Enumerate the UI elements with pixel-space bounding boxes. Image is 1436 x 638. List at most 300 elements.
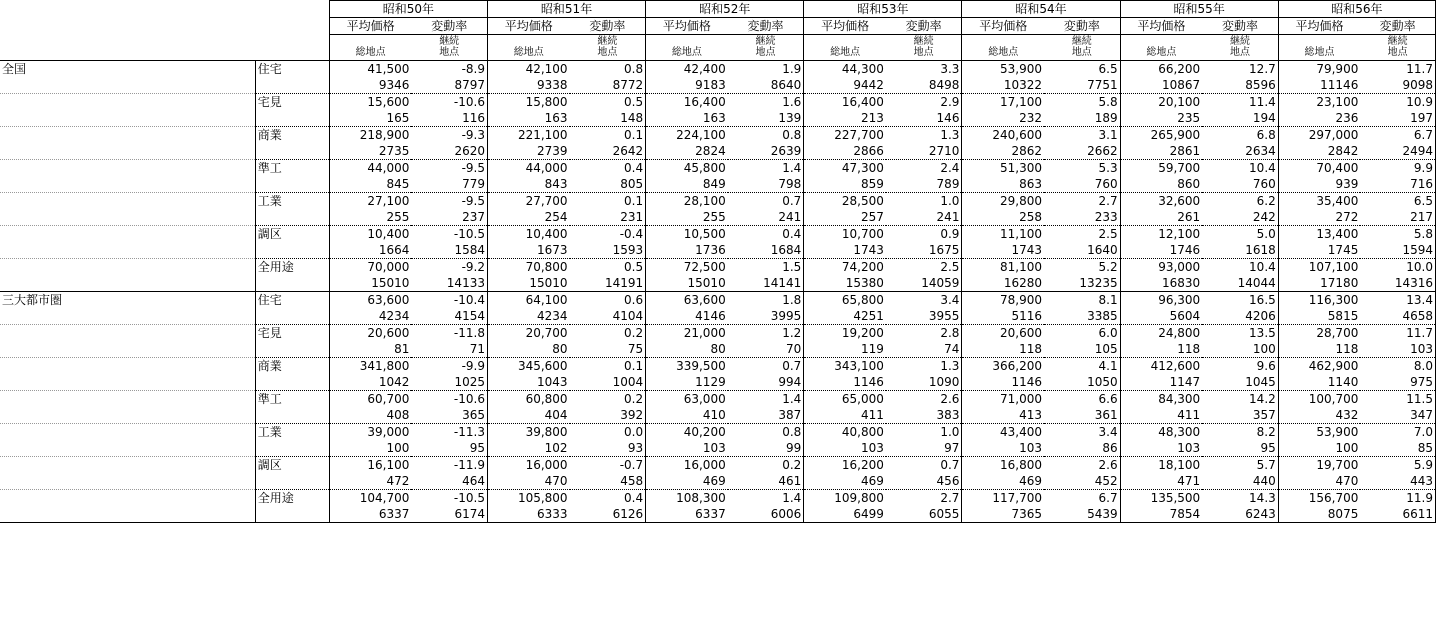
avg-price-cell: 116,300 [1308,293,1359,307]
avg-price-header: 平均価格 [646,18,728,35]
total-points-cell: 7854 [1120,506,1202,523]
total-points-cell: 2866 [804,143,886,160]
category-label: 準工 [255,391,329,408]
avg-price-header: 平均価格 [1278,18,1360,35]
region-label: 三大都市圏 [2,293,63,307]
continued-points-cell: 233 [1044,209,1120,226]
total-points-cell: 102 [487,440,569,457]
avg-price-cell: 462,900 [1308,359,1359,373]
change-rate-cell: 2.5 [1044,226,1120,243]
avg-price-cell: 23,100 [1316,95,1359,109]
category-label: 工業 [255,424,329,441]
avg-price-cell: 15,600 [367,95,410,109]
avg-price-cell: 108,300 [676,491,726,505]
continued-points-cell: 8498 [886,77,962,94]
region-blank [0,374,255,391]
category-blank [255,275,329,292]
region-label [0,160,255,177]
change-rate-cell: 0.7 [728,358,804,375]
continued-points-cell: 2662 [1044,143,1120,160]
change-rate-cell: 5.8 [1360,226,1435,243]
avg-price-cell: 39,800 [525,425,568,439]
avg-price-cell: 366,200 [992,359,1043,373]
region-label [0,127,255,144]
change-rate-cell: 0.0 [570,424,646,441]
avg-price-cell: 59,700 [1158,161,1201,175]
category-blank [255,407,329,424]
change-rate-cell: 5.8 [1044,94,1120,111]
total-points-cell: 1664 [329,242,411,259]
change-rate-header: 変動率 [728,18,804,35]
continued-points-cell: 9098 [1360,77,1435,94]
avg-price-cell: 100,700 [1308,392,1359,406]
total-points-cell: 1673 [487,242,569,259]
data-row-price [0,424,1436,441]
change-rate-cell: -10.5 [411,226,487,243]
change-rate-cell: 5.9 [1360,457,1435,474]
region-blank [0,473,255,490]
continued-points-cell: 242 [1202,209,1278,226]
continued-points-cell: 4658 [1360,308,1435,325]
continued-points-cell: 1684 [728,242,804,259]
avg-price-cell: 66,200 [1158,62,1201,76]
total-points-cell: 1042 [329,374,411,391]
total-points-cell: 1140 [1278,374,1360,391]
data-row-points [0,341,1436,358]
change-rate-cell: -9.5 [411,160,487,177]
avg-price-cell: 345,600 [517,359,568,373]
continued-points-cell: 2620 [411,143,487,160]
change-rate-header: 変動率 [411,18,487,35]
avg-price-cell: 32,600 [1158,194,1201,208]
continued-points-cell: 100 [1202,341,1278,358]
change-rate-cell: 2.7 [1044,193,1120,210]
change-rate-cell: 6.7 [1360,127,1435,144]
change-rate-cell: 2.6 [1044,457,1120,474]
change-rate-cell: 0.6 [570,292,646,309]
continued-points-header: 継続 地点 [886,35,962,61]
continued-points-cell: 217 [1360,209,1435,226]
total-points-cell: 163 [487,110,569,127]
continued-points-cell: 3385 [1044,308,1120,325]
continued-points-cell: 1593 [570,242,646,259]
change-rate-cell: -11.9 [411,457,487,474]
total-points-cell: 4234 [329,308,411,325]
total-points-cell: 163 [646,110,728,127]
year-header: 昭和56年 [1278,1,1435,18]
change-rate-cell: 3.3 [886,61,962,78]
data-row-points [0,110,1436,127]
change-rate-header: 変動率 [1044,18,1120,35]
continued-points-cell: 103 [1360,341,1435,358]
total-points-cell: 2824 [646,143,728,160]
total-points-cell: 472 [329,473,411,490]
change-rate-cell: 0.7 [886,457,962,474]
change-rate-cell: 2.9 [886,94,962,111]
total-points-cell: 469 [804,473,886,490]
data-row-price [0,94,1436,111]
total-points-cell: 17180 [1278,275,1360,292]
avg-price-cell: 70,800 [525,260,568,274]
change-rate-cell: 6.0 [1044,325,1120,342]
continued-points-cell: 1045 [1202,374,1278,391]
total-points-header: 総地点 [487,35,569,61]
change-rate-cell: 9.9 [1360,160,1435,177]
total-points-cell: 1129 [646,374,728,391]
avg-price-cell: 20,600 [1000,326,1043,340]
continued-points-cell: 85 [1360,440,1435,457]
change-rate-cell: 12.7 [1202,61,1278,78]
continued-points-cell: 798 [728,176,804,193]
total-points-cell: 103 [646,440,728,457]
continued-points-cell: 461 [728,473,804,490]
total-points-cell: 470 [487,473,569,490]
change-rate-cell: 6.8 [1202,127,1278,144]
continued-points-cell: 93 [570,440,646,457]
continued-points-cell: 1004 [570,374,646,391]
change-rate-cell: 6.2 [1202,193,1278,210]
region-label [0,259,255,276]
total-points-cell: 103 [804,440,886,457]
avg-price-cell: 297,000 [1308,128,1359,142]
avg-price-cell: 341,800 [359,359,410,373]
data-row-price [0,259,1436,276]
avg-price-cell: 44,000 [367,161,410,175]
avg-price-cell: 53,900 [1000,62,1043,76]
continued-points-cell: 975 [1360,374,1435,391]
total-points-cell: 469 [646,473,728,490]
total-points-cell: 81 [329,341,411,358]
continued-points-cell: 13235 [1044,275,1120,292]
change-rate-cell: 8.2 [1202,424,1278,441]
region-label [0,358,255,375]
continued-points-cell: 387 [728,407,804,424]
continued-points-cell: 95 [411,440,487,457]
continued-points-cell: 7751 [1044,77,1120,94]
avg-price-cell: 240,600 [992,128,1043,142]
total-points-cell: 859 [804,176,886,193]
total-points-cell: 845 [329,176,411,193]
continued-points-cell: 194 [1202,110,1278,127]
change-rate-cell: 3.4 [1044,424,1120,441]
change-rate-cell: 3.1 [1044,127,1120,144]
continued-points-cell: 14133 [411,275,487,292]
total-points-cell: 404 [487,407,569,424]
change-rate-cell: 1.5 [728,259,804,276]
change-rate-cell: 0.8 [570,61,646,78]
total-points-cell: 5604 [1120,308,1202,325]
total-points-cell: 118 [1278,341,1360,358]
category-blank [255,176,329,193]
data-row-points [0,143,1436,160]
change-rate-cell: 3.4 [886,292,962,309]
avg-price-cell: 10,400 [525,227,568,241]
data-row-points [0,440,1436,457]
total-points-cell: 118 [962,341,1044,358]
total-points-cell: 235 [1120,110,1202,127]
total-points-cell: 103 [1120,440,1202,457]
header-blank [0,18,255,35]
category-blank [255,473,329,490]
category-label: 調区 [255,226,329,243]
total-points-cell: 410 [646,407,728,424]
region-blank [0,209,255,226]
data-row-points [0,77,1436,94]
data-row-points [0,308,1436,325]
continued-points-cell: 4154 [411,308,487,325]
continued-points-cell: 6055 [886,506,962,523]
category-label: 商業 [255,127,329,144]
avg-price-cell: 28,100 [683,194,726,208]
category-label: 住宅 [255,292,329,309]
change-rate-cell: 0.2 [570,391,646,408]
avg-price-cell: 224,100 [676,128,726,142]
continued-points-header: 継続 地点 [1360,35,1435,61]
total-points-cell: 6337 [646,506,728,523]
total-points-header: 総地点 [329,35,411,61]
region-blank [0,506,255,523]
continued-points-cell: 8640 [728,77,804,94]
avg-price-cell: 78,900 [1000,293,1043,307]
continued-points-cell: 361 [1044,407,1120,424]
change-rate-cell: 0.1 [570,193,646,210]
header-blank [0,1,255,18]
change-rate-cell: 0.4 [570,160,646,177]
avg-price-cell: 12,100 [1158,227,1201,241]
change-rate-cell: 2.4 [886,160,962,177]
avg-price-cell: 16,800 [1000,458,1043,472]
category-blank [255,209,329,226]
avg-price-cell: 265,900 [1150,128,1201,142]
avg-price-cell: 53,900 [1316,425,1359,439]
continued-points-cell: 2642 [570,143,646,160]
change-rate-cell: 5.7 [1202,457,1278,474]
continued-points-cell: 347 [1360,407,1435,424]
avg-price-cell: 65,000 [841,392,884,406]
avg-price-cell: 96,300 [1158,293,1201,307]
total-points-cell: 5815 [1278,308,1360,325]
avg-price-cell: 10,400 [367,227,410,241]
continued-points-cell: 443 [1360,473,1435,490]
continued-points-cell: 14316 [1360,275,1435,292]
continued-points-cell: 1025 [411,374,487,391]
total-points-cell: 9338 [487,77,569,94]
total-points-cell: 9183 [646,77,728,94]
change-rate-cell: 0.2 [728,457,804,474]
continued-points-cell: 14191 [570,275,646,292]
change-rate-cell: 1.4 [728,391,804,408]
region-label [0,325,255,342]
avg-price-cell: 44,300 [841,62,884,76]
header-column-row [0,18,1436,35]
category-label: 全用途 [255,259,329,276]
avg-price-cell: 72,500 [683,260,726,274]
continued-points-cell: 994 [728,374,804,391]
data-row-price [0,325,1436,342]
change-rate-cell: -10.4 [411,292,487,309]
avg-price-cell: 218,900 [359,128,410,142]
continued-points-cell: 197 [1360,110,1435,127]
continued-points-header: 継続 地点 [411,35,487,61]
category-label: 全用途 [255,490,329,507]
region-blank [0,143,255,160]
continued-points-cell: 99 [728,440,804,457]
total-points-cell: 2862 [962,143,1044,160]
continued-points-cell: 139 [728,110,804,127]
change-rate-cell: 10.0 [1360,259,1435,276]
avg-price-cell: 60,800 [525,392,568,406]
continued-points-cell: 14044 [1202,275,1278,292]
avg-price-cell: 63,600 [683,293,726,307]
change-rate-cell: 6.5 [1044,61,1120,78]
region-blank [0,242,255,259]
change-rate-cell: 13.4 [1360,292,1435,309]
data-row-price [0,490,1436,507]
continued-points-cell: 6126 [570,506,646,523]
continued-points-cell: 6006 [728,506,804,523]
avg-price-cell: 339,500 [676,359,726,373]
total-points-cell: 860 [1120,176,1202,193]
change-rate-header: 変動率 [886,18,962,35]
avg-price-cell: 63,600 [367,293,410,307]
change-rate-cell: -0.4 [570,226,646,243]
change-rate-cell: -9.9 [411,358,487,375]
continued-points-cell: 1584 [411,242,487,259]
total-points-cell: 6337 [329,506,411,523]
total-points-cell: 10867 [1120,77,1202,94]
avg-price-cell: 40,800 [841,425,884,439]
avg-price-cell: 81,100 [1000,260,1043,274]
continued-points-cell: 464 [411,473,487,490]
change-rate-cell: 1.4 [728,160,804,177]
avg-price-cell: 18,100 [1158,458,1201,472]
avg-price-cell: 27,100 [367,194,410,208]
continued-points-cell: 392 [570,407,646,424]
continued-points-cell: 8596 [1202,77,1278,94]
change-rate-cell: 0.1 [570,127,646,144]
region-label [0,424,255,441]
continued-points-cell: 105 [1044,341,1120,358]
avg-price-cell: 10,700 [841,227,884,241]
continued-points-cell: 8797 [411,77,487,94]
continued-points-cell: 760 [1202,176,1278,193]
total-points-cell: 16280 [962,275,1044,292]
continued-points-cell: 74 [886,341,962,358]
total-points-cell: 413 [962,407,1044,424]
change-rate-cell: 1.9 [728,61,804,78]
change-rate-cell: 8.0 [1360,358,1435,375]
avg-price-header: 平均価格 [329,18,411,35]
continued-points-cell: 760 [1044,176,1120,193]
change-rate-cell: 0.1 [570,358,646,375]
total-points-cell: 411 [804,407,886,424]
avg-price-cell: 70,400 [1316,161,1359,175]
continued-points-cell: 5439 [1044,506,1120,523]
total-points-cell: 4234 [487,308,569,325]
change-rate-cell: -9.2 [411,259,487,276]
change-rate-header: 変動率 [1202,18,1278,35]
region-blank [0,308,255,325]
region-blank [0,110,255,127]
change-rate-cell: -9.5 [411,193,487,210]
change-rate-cell: 2.8 [886,325,962,342]
data-row-price [0,457,1436,474]
change-rate-cell: 8.1 [1044,292,1120,309]
continued-points-cell: 8772 [570,77,646,94]
year-header: 昭和52年 [646,1,804,18]
avg-price-cell: 16,000 [683,458,726,472]
avg-price-cell: 47,300 [841,161,884,175]
avg-price-cell: 41,500 [367,62,410,76]
total-points-cell: 4146 [646,308,728,325]
total-points-cell: 15010 [329,275,411,292]
change-rate-cell: 1.8 [728,292,804,309]
change-rate-cell: -11.3 [411,424,487,441]
continued-points-cell: 458 [570,473,646,490]
data-row-price [0,226,1436,243]
year-header: 昭和51年 [487,1,645,18]
total-points-cell: 469 [962,473,1044,490]
data-row-price [0,160,1436,177]
category-blank [255,242,329,259]
category-label: 準工 [255,160,329,177]
category-blank [255,341,329,358]
total-points-header: 総地点 [646,35,728,61]
continued-points-cell: 3995 [728,308,804,325]
change-rate-cell: 11.7 [1360,325,1435,342]
continued-points-header: 継続 地点 [570,35,646,61]
avg-price-cell: 20,100 [1158,95,1201,109]
change-rate-cell: 10.4 [1202,259,1278,276]
continued-points-cell: 383 [886,407,962,424]
region-label [0,490,255,507]
continued-points-cell: 456 [886,473,962,490]
avg-price-header: 平均価格 [962,18,1044,35]
continued-points-cell: 95 [1202,440,1278,457]
avg-price-header: 平均価格 [487,18,569,35]
data-row-points [0,275,1436,292]
change-rate-cell: 11.9 [1360,490,1435,507]
total-points-cell: 408 [329,407,411,424]
header-blank [255,18,329,35]
avg-price-cell: 16,400 [841,95,884,109]
avg-price-cell: 21,000 [683,326,726,340]
change-rate-header: 変動率 [1360,18,1435,35]
total-points-cell: 4251 [804,308,886,325]
change-rate-cell: -11.8 [411,325,487,342]
avg-price-cell: 13,400 [1316,227,1359,241]
avg-price-cell: 51,300 [1000,161,1043,175]
change-rate-cell: 10.9 [1360,94,1435,111]
change-rate-cell: 1.2 [728,325,804,342]
change-rate-cell: 0.4 [570,490,646,507]
avg-price-cell: 107,100 [1308,260,1359,274]
avg-price-cell: 39,000 [367,425,410,439]
region-label: 全国 [2,62,27,76]
avg-price-cell: 16,400 [683,95,726,109]
year-header: 昭和54年 [962,1,1120,18]
category-label: 宅見 [255,94,329,111]
total-points-cell: 213 [804,110,886,127]
avg-price-cell: 19,200 [841,326,884,340]
region-label [0,193,255,210]
data-row-price [0,358,1436,375]
avg-price-cell: 343,100 [834,359,884,373]
change-rate-cell: 16.5 [1202,292,1278,309]
avg-price-cell: 27,700 [525,194,568,208]
category-label: 調区 [255,457,329,474]
category-label: 工業 [255,193,329,210]
